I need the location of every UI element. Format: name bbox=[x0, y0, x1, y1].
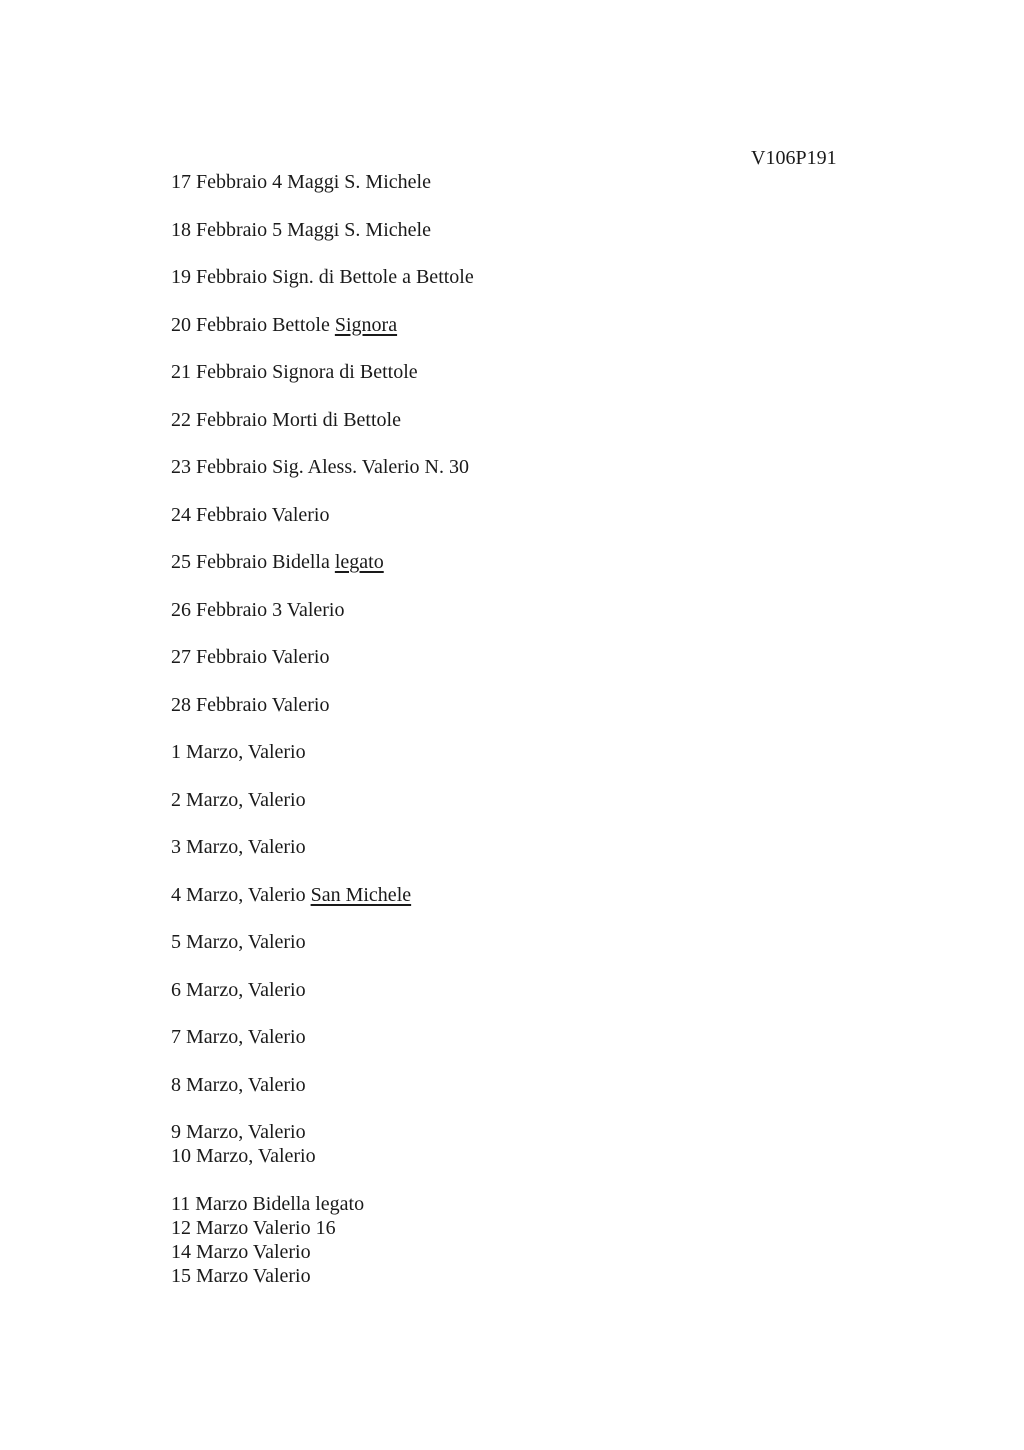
list-item bbox=[171, 788, 871, 812]
list-item bbox=[171, 1192, 871, 1216]
entry-text: 9 Marzo, Valerio bbox=[171, 1121, 306, 1143]
list-item bbox=[171, 835, 871, 859]
entry-text: 14 Marzo Valerio bbox=[171, 1240, 311, 1263]
entry-text: 22 Febbraio Morti di Bettole bbox=[171, 408, 401, 431]
list-item bbox=[171, 930, 871, 954]
entry-text: 17 Febbraio 4 Maggi S. Michele bbox=[171, 171, 431, 193]
list-item bbox=[171, 1025, 871, 1049]
list-item bbox=[171, 1240, 871, 1264]
list-item bbox=[171, 360, 871, 384]
entry-text: 11 Marzo Bidella legato bbox=[171, 1192, 365, 1215]
entry-text: 24 Febbraio Valerio bbox=[171, 503, 330, 526]
entry-text: 2 Marzo, Valerio bbox=[171, 788, 306, 811]
entry-underlined: San Michele bbox=[310, 883, 412, 906]
entry-text: 15 Marzo Valerio bbox=[171, 1264, 311, 1287]
page-reference: V106P191 bbox=[751, 147, 837, 169]
list-item bbox=[171, 1144, 871, 1168]
list-item bbox=[171, 170, 871, 194]
list-item bbox=[171, 883, 871, 907]
entry-text: 18 Febbraio 5 Maggi S. Michele bbox=[171, 218, 431, 241]
list-item bbox=[171, 693, 871, 717]
list-item bbox=[171, 1216, 871, 1240]
entry-text: 19 Febbraio Sign. di Bettole a Bettole bbox=[171, 266, 474, 288]
entry-text: 25 Febbraio Bidella bbox=[171, 551, 335, 573]
entry-text: 23 Febbraio Sig. Aless. Valerio N. 30 bbox=[171, 456, 469, 478]
entry-text: 3 Marzo, Valerio bbox=[171, 836, 306, 858]
entry-text: 21 Febbraio Signora di Bettole bbox=[171, 361, 418, 383]
list-item bbox=[171, 503, 871, 527]
entry-text: 12 Marzo Valerio 16 bbox=[171, 1216, 336, 1239]
entry-text: 7 Marzo, Valerio bbox=[171, 1026, 306, 1048]
entry-underlined: legato bbox=[334, 551, 384, 573]
entry-text: 28 Febbraio Valerio bbox=[171, 693, 330, 716]
entry-text: 4 Marzo, Valerio bbox=[171, 883, 311, 906]
entry-text: 5 Marzo, Valerio bbox=[171, 931, 306, 953]
list-item bbox=[171, 313, 871, 337]
list-item bbox=[171, 1264, 871, 1288]
list-item bbox=[171, 1073, 871, 1097]
list-item bbox=[171, 740, 871, 764]
list-item bbox=[171, 1120, 871, 1144]
entry-list bbox=[171, 170, 871, 1288]
entry-text: 26 Febbraio 3 Valerio bbox=[171, 598, 345, 621]
entry-text: 27 Febbraio Valerio bbox=[171, 646, 330, 668]
entry-text: 10 Marzo, Valerio bbox=[171, 1145, 316, 1167]
entry-text: 6 Marzo, Valerio bbox=[171, 978, 306, 1001]
list-item bbox=[171, 550, 871, 574]
list-item bbox=[171, 455, 871, 479]
entry-underlined: Signora bbox=[334, 313, 398, 336]
list-item bbox=[171, 408, 871, 432]
entry-text: 8 Marzo, Valerio bbox=[171, 1073, 306, 1096]
list-item bbox=[171, 978, 871, 1002]
list-item bbox=[171, 598, 871, 622]
list-item bbox=[171, 265, 871, 289]
entry-text: 1 Marzo, Valerio bbox=[171, 741, 306, 763]
list-item bbox=[171, 645, 871, 669]
list-item bbox=[171, 218, 871, 242]
entry-text: 20 Febbraio Bettole bbox=[171, 313, 335, 336]
